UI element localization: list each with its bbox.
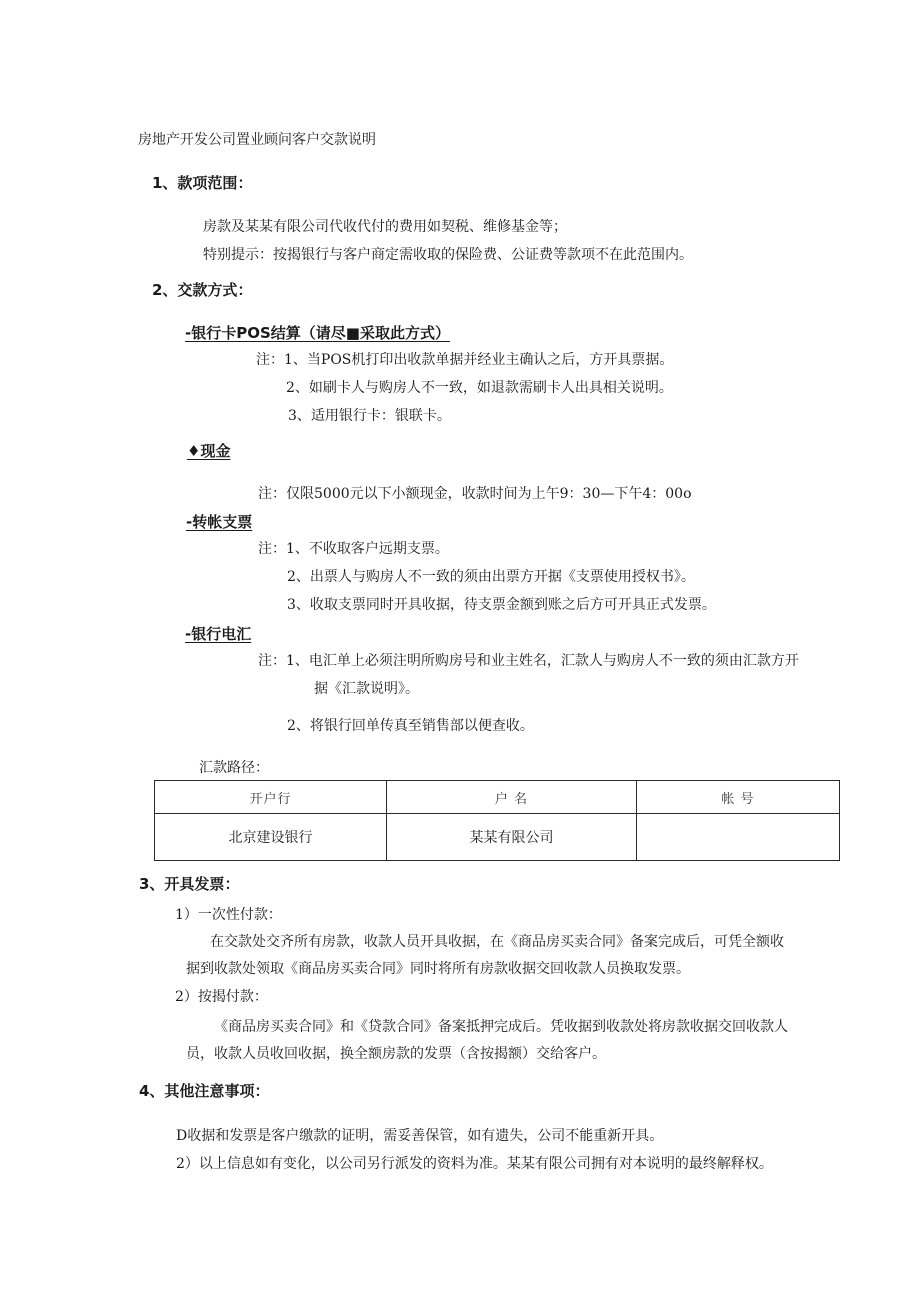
method-pos-title: -银行卡POS结算（请尽■采取此方式） — [185, 324, 450, 342]
cell-account-name: 某某有限公司 — [387, 814, 637, 861]
method-check-note-3: 3、收取支票同时开具收据，待支票金额到账之后方可开具正式发票。 — [287, 597, 716, 613]
method-cash-note: 注：仅限5000元以下小额现金，收款时间为上午9：30—下午4：00o — [258, 486, 692, 502]
table-row — [155, 814, 840, 861]
section-4-line-2: 2）以上信息如有变化，以公司另行派发的资料为准。某某有限公司拥有对本说明的最终解释权。 — [176, 1156, 773, 1172]
section-3-item-2-line-2: 员，收款人员收回收据，换全额房款的发票（含按揭额）交给客户。 — [186, 1046, 606, 1062]
section-2-heading: 2、交款方式： — [152, 281, 253, 299]
method-check-note-2: 2、出票人与购房人不一致的须由出票方开据《支票使用授权书》。 — [287, 569, 695, 585]
remittance-table-header-row — [155, 781, 840, 814]
section-1-line-2: 特别提示：按揭银行与客户商定需收取的保险费、公证费等款项不在此范围内。 — [203, 247, 693, 263]
header-account-number: 帐 号 — [637, 781, 840, 814]
section-1-line-1: 房款及某某有限公司代收代付的费用如契税、维修基金等； — [203, 219, 567, 235]
section-4-heading: 4、其他注意事项： — [139, 1082, 270, 1100]
section-3-item-2: 2）按揭付款： — [175, 989, 268, 1005]
remittance-route-label: 汇款路径： — [199, 760, 269, 776]
method-pos-note-2: 2、如刷卡人与购房人不一致，如退款需刷卡人出具相关说明。 — [286, 380, 673, 396]
section-3-item-1-line-2: 据到收款处领取《商品房买卖合同》同时将所有房款收据交回收款人员换取发票。 — [186, 961, 690, 977]
section-1-heading: 1、款项范围： — [152, 174, 253, 192]
document-title: 房地产开发公司置业顾问客户交款说明 — [138, 132, 376, 148]
cell-bank: 北京建设银行 — [155, 814, 387, 861]
section-3-item-2-line-1: 《商品房买卖合同》和《贷款合同》备案抵押完成后。凭收据到收款处将房款收据交回收款人 — [214, 1019, 788, 1035]
section-4-line-1: D收据和发票是客户缴款的证明，需妥善保管，如有遗失，公司不能重新开具。 — [176, 1128, 664, 1144]
method-pos-note-3: 3、适用银行卡：银联卡。 — [288, 408, 451, 424]
section-3-heading: 3、开具发票： — [139, 875, 240, 893]
method-check-title: -转帐支票 — [186, 513, 253, 531]
remittance-table — [154, 780, 840, 861]
header-account-name: 户 名 — [387, 781, 637, 814]
method-check-note-1: 注：1、不收取客户远期支票。 — [258, 541, 449, 557]
method-wire-note-1: 注：1、电汇单上必须注明所购房号和业主姓名，汇款人与购房人不一致的须由汇款方开 — [258, 653, 799, 669]
method-pos-note-1: 注：1、当POS机打印出收款单据并经业主确认之后，方开具票据。 — [256, 352, 674, 368]
section-3-item-1: 1）一次性付款： — [175, 907, 282, 923]
section-3-item-1-line-1: 在交款处交齐所有房款，收款人员开具收据，在《商品房买卖合同》备案完成后，可凭全额收 — [210, 934, 784, 950]
header-bank: 开户行 — [155, 781, 387, 814]
method-wire-note-2: 2、将银行回单传真至销售部以便查收。 — [287, 718, 534, 734]
method-wire-note-1-cont: 据《汇款说明》。 — [314, 681, 419, 697]
cell-account-number — [637, 814, 840, 861]
method-cash-title: ♦现金 — [187, 442, 231, 460]
method-wire-title: -银行电汇 — [185, 625, 252, 643]
